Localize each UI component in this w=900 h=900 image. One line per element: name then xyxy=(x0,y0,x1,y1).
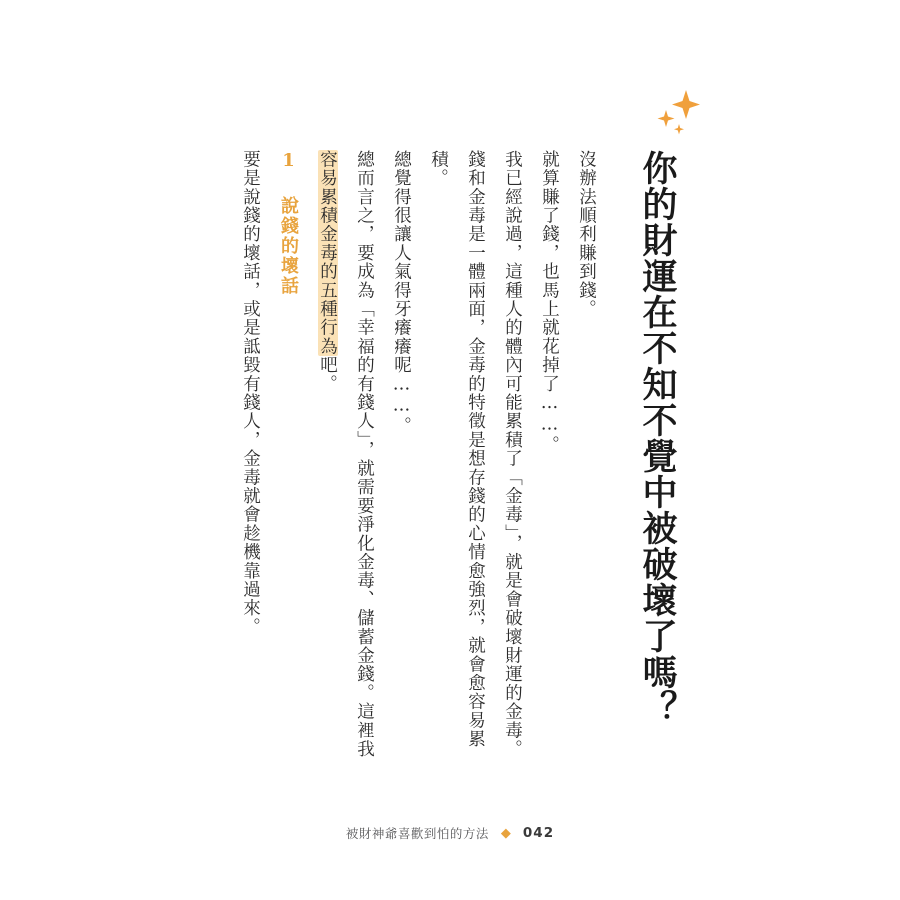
paragraph-line-6: 總覺得很讓人氣得牙癢癢呢……。 xyxy=(391,150,412,436)
running-title: 被財神爺喜歡到怕的方法 xyxy=(345,826,489,841)
diamond-icon: ◆ xyxy=(500,825,511,841)
paragraph-line-3: 我已經說過，這種人的體內可能累積了「金毒」，就是會破壞財運的金毒。 xyxy=(502,150,523,759)
paragraph-line-1: 沒辦法順利賺到錢。 xyxy=(576,150,597,319)
paragraph-line-4: 錢和金毒是一體兩面，金毒的特徵是想存錢的心情愈強烈，就會愈容易累 xyxy=(465,150,486,749)
page-number: 042 xyxy=(522,825,555,841)
paragraph-line-2: 就算賺了錢，也馬上就花掉了……。 xyxy=(539,150,560,455)
paragraph-line-7: 總而言之，要成為「幸福的有錢人」，就需要淨化金毒、儲蓄金錢。這裡我 xyxy=(354,150,375,759)
highlighted-phrase: 容易累積金毒的五種行為 xyxy=(317,150,338,356)
section-heading: 1 說錢的壞話 xyxy=(278,150,299,296)
paragraph-line-9: 要是說錢的壞話，或是詆毀有錢人，金毒就會趁機靠過來。 xyxy=(240,150,261,637)
page-title: 你的財運在不知不覺中被破壞了嗎？ xyxy=(637,150,678,726)
page-footer xyxy=(0,824,900,842)
paragraph-line-5: 積。 xyxy=(428,150,449,188)
paragraph-line-8 xyxy=(318,150,336,710)
sparkle-icon xyxy=(650,86,706,142)
paragraph-line-8-tail: 吧。 xyxy=(317,355,338,394)
